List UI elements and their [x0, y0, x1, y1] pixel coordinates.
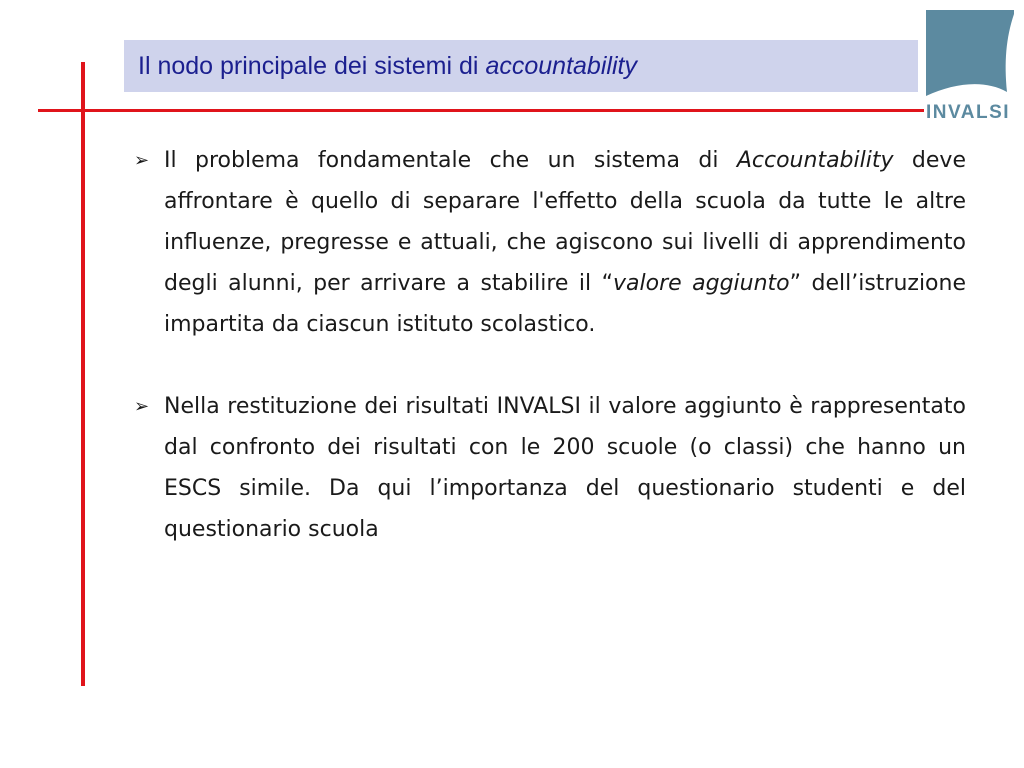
- bullet-italic: valore aggiunto: [613, 271, 790, 296]
- title-italic: accountability: [485, 51, 637, 80]
- slide-title: [124, 40, 918, 92]
- arrow-bullet-icon: ➢: [134, 396, 150, 417]
- content-body: [134, 140, 966, 550]
- bullet-item: [134, 140, 966, 345]
- bullet-item: [134, 386, 966, 550]
- arrow-bullet-icon: ➢: [134, 150, 150, 171]
- invalsi-logo-icon: [926, 10, 1014, 96]
- invalsi-logo: [924, 10, 1016, 126]
- title-text: Il nodo principale dei sistemi di: [138, 51, 479, 80]
- bullet-text: deve affrontare è quello di separare l'effetto della scuola da tutte le altre influenze, pregresse e attuali, che agiscono sui livelli di apprendimento degli alunni, per arrivare a stabilire il “: [164, 148, 966, 296]
- bullet-text: Nella restituzione dei risultati INVALSI il valore aggiunto è rappresentato dal confronto dei risultati con le 200 scuole (o classi) che hanno un ESCS simile. Da qui l’importanza del questionario studenti e del questionario scuola: [164, 394, 966, 542]
- logo-text: INVALSI: [926, 102, 1011, 123]
- red-horizontal-line: [38, 109, 924, 112]
- bullet-text: Il problema fondamentale che un sistema di: [164, 148, 737, 173]
- bullet-italic: Accountability: [736, 148, 894, 173]
- red-vertical-line: [81, 62, 85, 686]
- bullet-text: ” dell’istruzione impartita da ciascun istituto scolastico.: [164, 271, 966, 337]
